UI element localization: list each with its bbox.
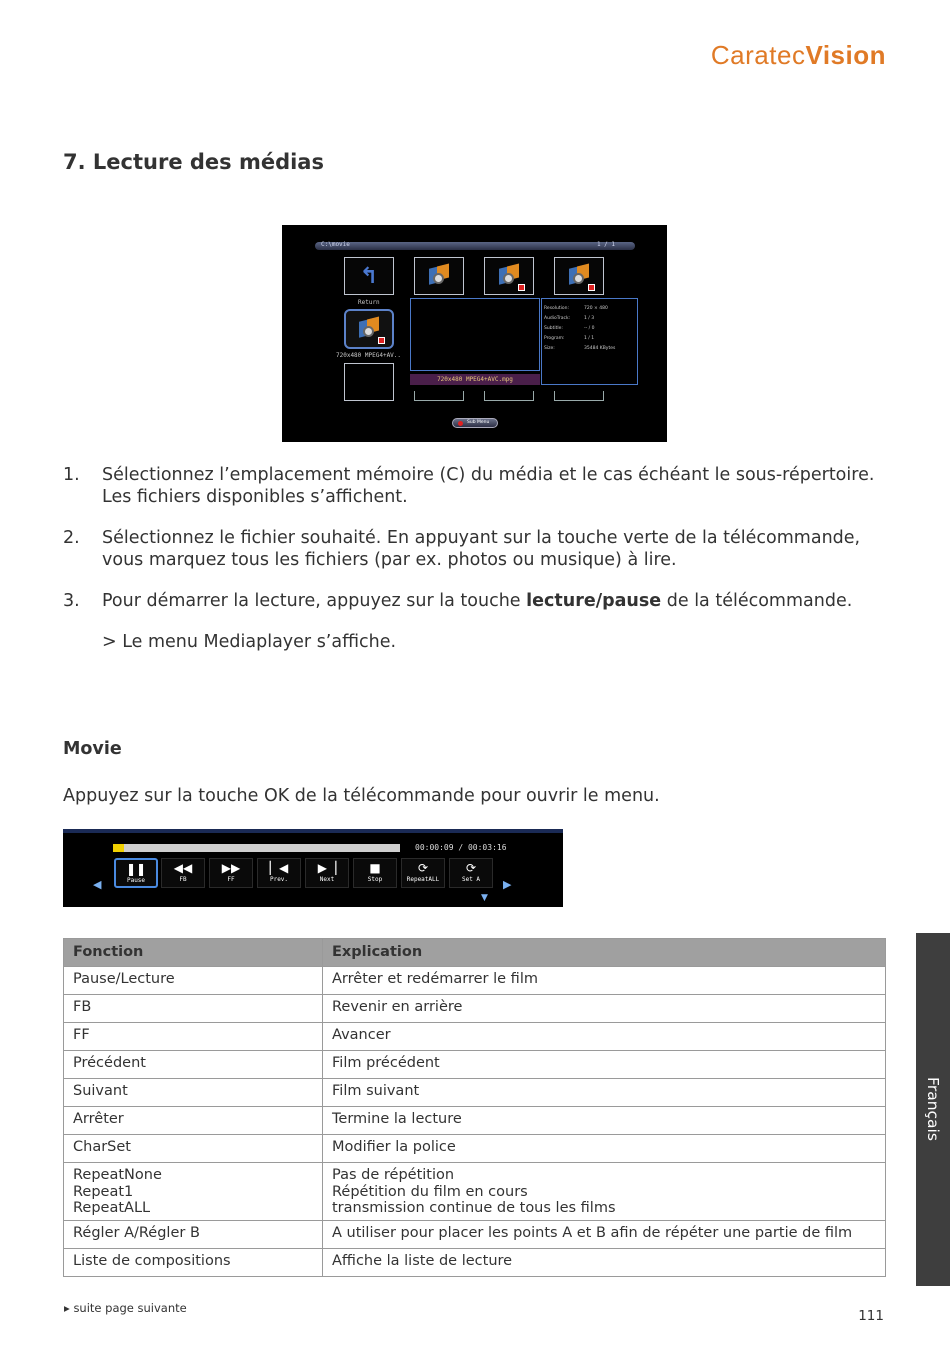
pause-icon: ❚❚ xyxy=(125,862,147,876)
fb-button: ◀◀ FB xyxy=(161,858,205,888)
cell-explanation: Affiche la liste de lecture xyxy=(323,1248,886,1276)
cell-explanation: A utiliser pour placer les points A et B afin de répéter une partie de film xyxy=(323,1220,886,1248)
table-row xyxy=(64,1163,886,1221)
cell-function: Régler A/Régler B xyxy=(64,1220,323,1248)
table-row xyxy=(64,967,886,995)
cell-function: CharSet xyxy=(64,1135,323,1163)
sub-menu-button: Sub Menu xyxy=(452,418,498,428)
cell-explanation: Termine la lecture xyxy=(323,1107,886,1135)
page-indicator: 1 / 1 xyxy=(596,241,615,248)
return-label: Return xyxy=(358,299,380,306)
cell-explanation: Film précédent xyxy=(323,1051,886,1079)
progress-fill xyxy=(113,844,124,852)
movie-file-icon xyxy=(567,265,591,287)
repeat-icon: ⟳ xyxy=(417,861,429,875)
movie-file-icon xyxy=(497,265,521,287)
continuation-note: ▸ suite page suivante xyxy=(64,1301,187,1315)
table-row xyxy=(64,1023,886,1051)
fast-forward-icon: ▶▶ xyxy=(221,861,241,875)
step-result: > Le menu Mediaplayer s’affiche. xyxy=(102,632,397,652)
cell-explanation: Revenir en arrière xyxy=(323,995,886,1023)
scroll-left-icon: ◀ xyxy=(93,878,102,891)
instruction-steps xyxy=(63,464,893,672)
scroll-down-icon: ▼ xyxy=(481,893,488,903)
player-bar-screenshot xyxy=(63,829,563,907)
table-header-row xyxy=(64,939,886,967)
selected-file-label: 720x480 MPEG4+AV.. xyxy=(336,352,402,359)
language-tab xyxy=(916,933,950,1286)
header-explication: Explication xyxy=(323,939,886,967)
table-row xyxy=(64,1051,886,1079)
triangle-right-icon: ▸ xyxy=(64,1301,70,1315)
scroll-right-icon: ▶ xyxy=(503,878,512,891)
section-title: 7. Lecture des médias xyxy=(63,150,324,174)
time-display: 00:00:09 / 00:03:16 xyxy=(415,843,507,852)
step-2: 2. Sélectionnez le fichier souhaité. En appuyant sur la touche verte de la télécommande, vous marquez tous les fichiers (par ex. photos ou musique) à lire. xyxy=(63,528,861,570)
movie-instruction: Appuyez sur la touche OK de la télécommande pour ouvrir le menu. xyxy=(63,786,660,806)
set-ab-icon: ⟳ xyxy=(465,861,477,875)
return-arrow-icon: ↰ xyxy=(359,263,379,289)
tile-outline xyxy=(554,391,604,401)
next-icon: ▶▕ xyxy=(317,861,337,875)
cell-function: Pause/Lecture xyxy=(64,967,323,995)
movie-file-icon xyxy=(357,318,381,340)
path-text: C:\movie xyxy=(321,241,350,248)
path-bar xyxy=(315,242,635,250)
cell-explanation: Modifier la police xyxy=(323,1135,886,1163)
header-fonction: Fonction xyxy=(64,939,323,967)
table-row xyxy=(64,1220,886,1248)
progress-bar xyxy=(113,844,400,852)
tile-outline xyxy=(414,391,464,401)
language-tab-label: Français xyxy=(924,1077,942,1141)
tile-outline xyxy=(484,391,534,401)
file-info-panel: Resolution: 720 × 480 AudioTrack: 1 / 3 Subtitle: -- / 0 Program: 1 / 1 Size: 35484 KBytes xyxy=(541,298,638,385)
preview-area xyxy=(410,298,540,371)
cell-function: Précédent xyxy=(64,1051,323,1079)
step-3: 3. Pour démarrer la lecture, appuyez sur la touche lecture/pause de la télécommande. xyxy=(63,591,853,611)
movie-heading: Movie xyxy=(63,739,122,759)
cell-function: FB xyxy=(64,995,323,1023)
stop-button: ■ Stop xyxy=(353,858,397,888)
ff-button: ▶▶ FF xyxy=(209,858,253,888)
fast-backward-icon: ◀◀ xyxy=(173,861,193,875)
brand-logo: CaratecVision xyxy=(710,40,886,70)
next-button: ▶▕ Next xyxy=(305,858,349,888)
page-number: 111 xyxy=(858,1308,884,1324)
cell-explanation: Film suivant xyxy=(323,1079,886,1107)
table-row xyxy=(64,1135,886,1163)
file-browser-screenshot xyxy=(282,225,667,442)
step-1: 1. Sélectionnez l’emplacement mémoire (C) du média et le cas échéant le sous-répertoire. Les fichiers disponibles s’affichent. xyxy=(63,465,875,507)
empty-tile xyxy=(344,363,394,401)
table-row xyxy=(64,1248,886,1276)
table-row xyxy=(64,1107,886,1135)
file-tile-2 xyxy=(484,257,534,295)
function-table xyxy=(63,938,886,1277)
pause-button: ❚❚ Pause xyxy=(114,858,158,888)
repeat-button: ⟳ RepeatALL xyxy=(401,858,445,888)
file-caption: 720x480 MPEG4+AVC.mpg xyxy=(410,374,540,385)
stop-icon: ■ xyxy=(369,861,381,875)
cell-explanation: Avancer xyxy=(323,1023,886,1051)
cell-explanation: Pas de répétition Répétition du film en cours transmission continue de tous les films xyxy=(323,1163,886,1221)
movie-file-icon xyxy=(427,265,451,287)
cell-function: FF xyxy=(64,1023,323,1051)
return-tile xyxy=(344,257,394,295)
prev-button: ▏◀ Prev. xyxy=(257,858,301,888)
file-tile-3 xyxy=(554,257,604,295)
cell-function: Liste de compositions xyxy=(64,1248,323,1276)
cell-function: Arrêter xyxy=(64,1107,323,1135)
selected-file-tile xyxy=(344,309,394,349)
table-row xyxy=(64,1079,886,1107)
cell-explanation: Arrêter et redémarrer le film xyxy=(323,967,886,995)
table-row xyxy=(64,995,886,1023)
cell-function: RepeatNone Repeat1 RepeatALL xyxy=(64,1163,323,1221)
folder-tile-1 xyxy=(414,257,464,295)
set-a-button: ⟳ Set A xyxy=(449,858,493,888)
previous-icon: ▏◀ xyxy=(269,861,289,875)
cell-function: Suivant xyxy=(64,1079,323,1107)
